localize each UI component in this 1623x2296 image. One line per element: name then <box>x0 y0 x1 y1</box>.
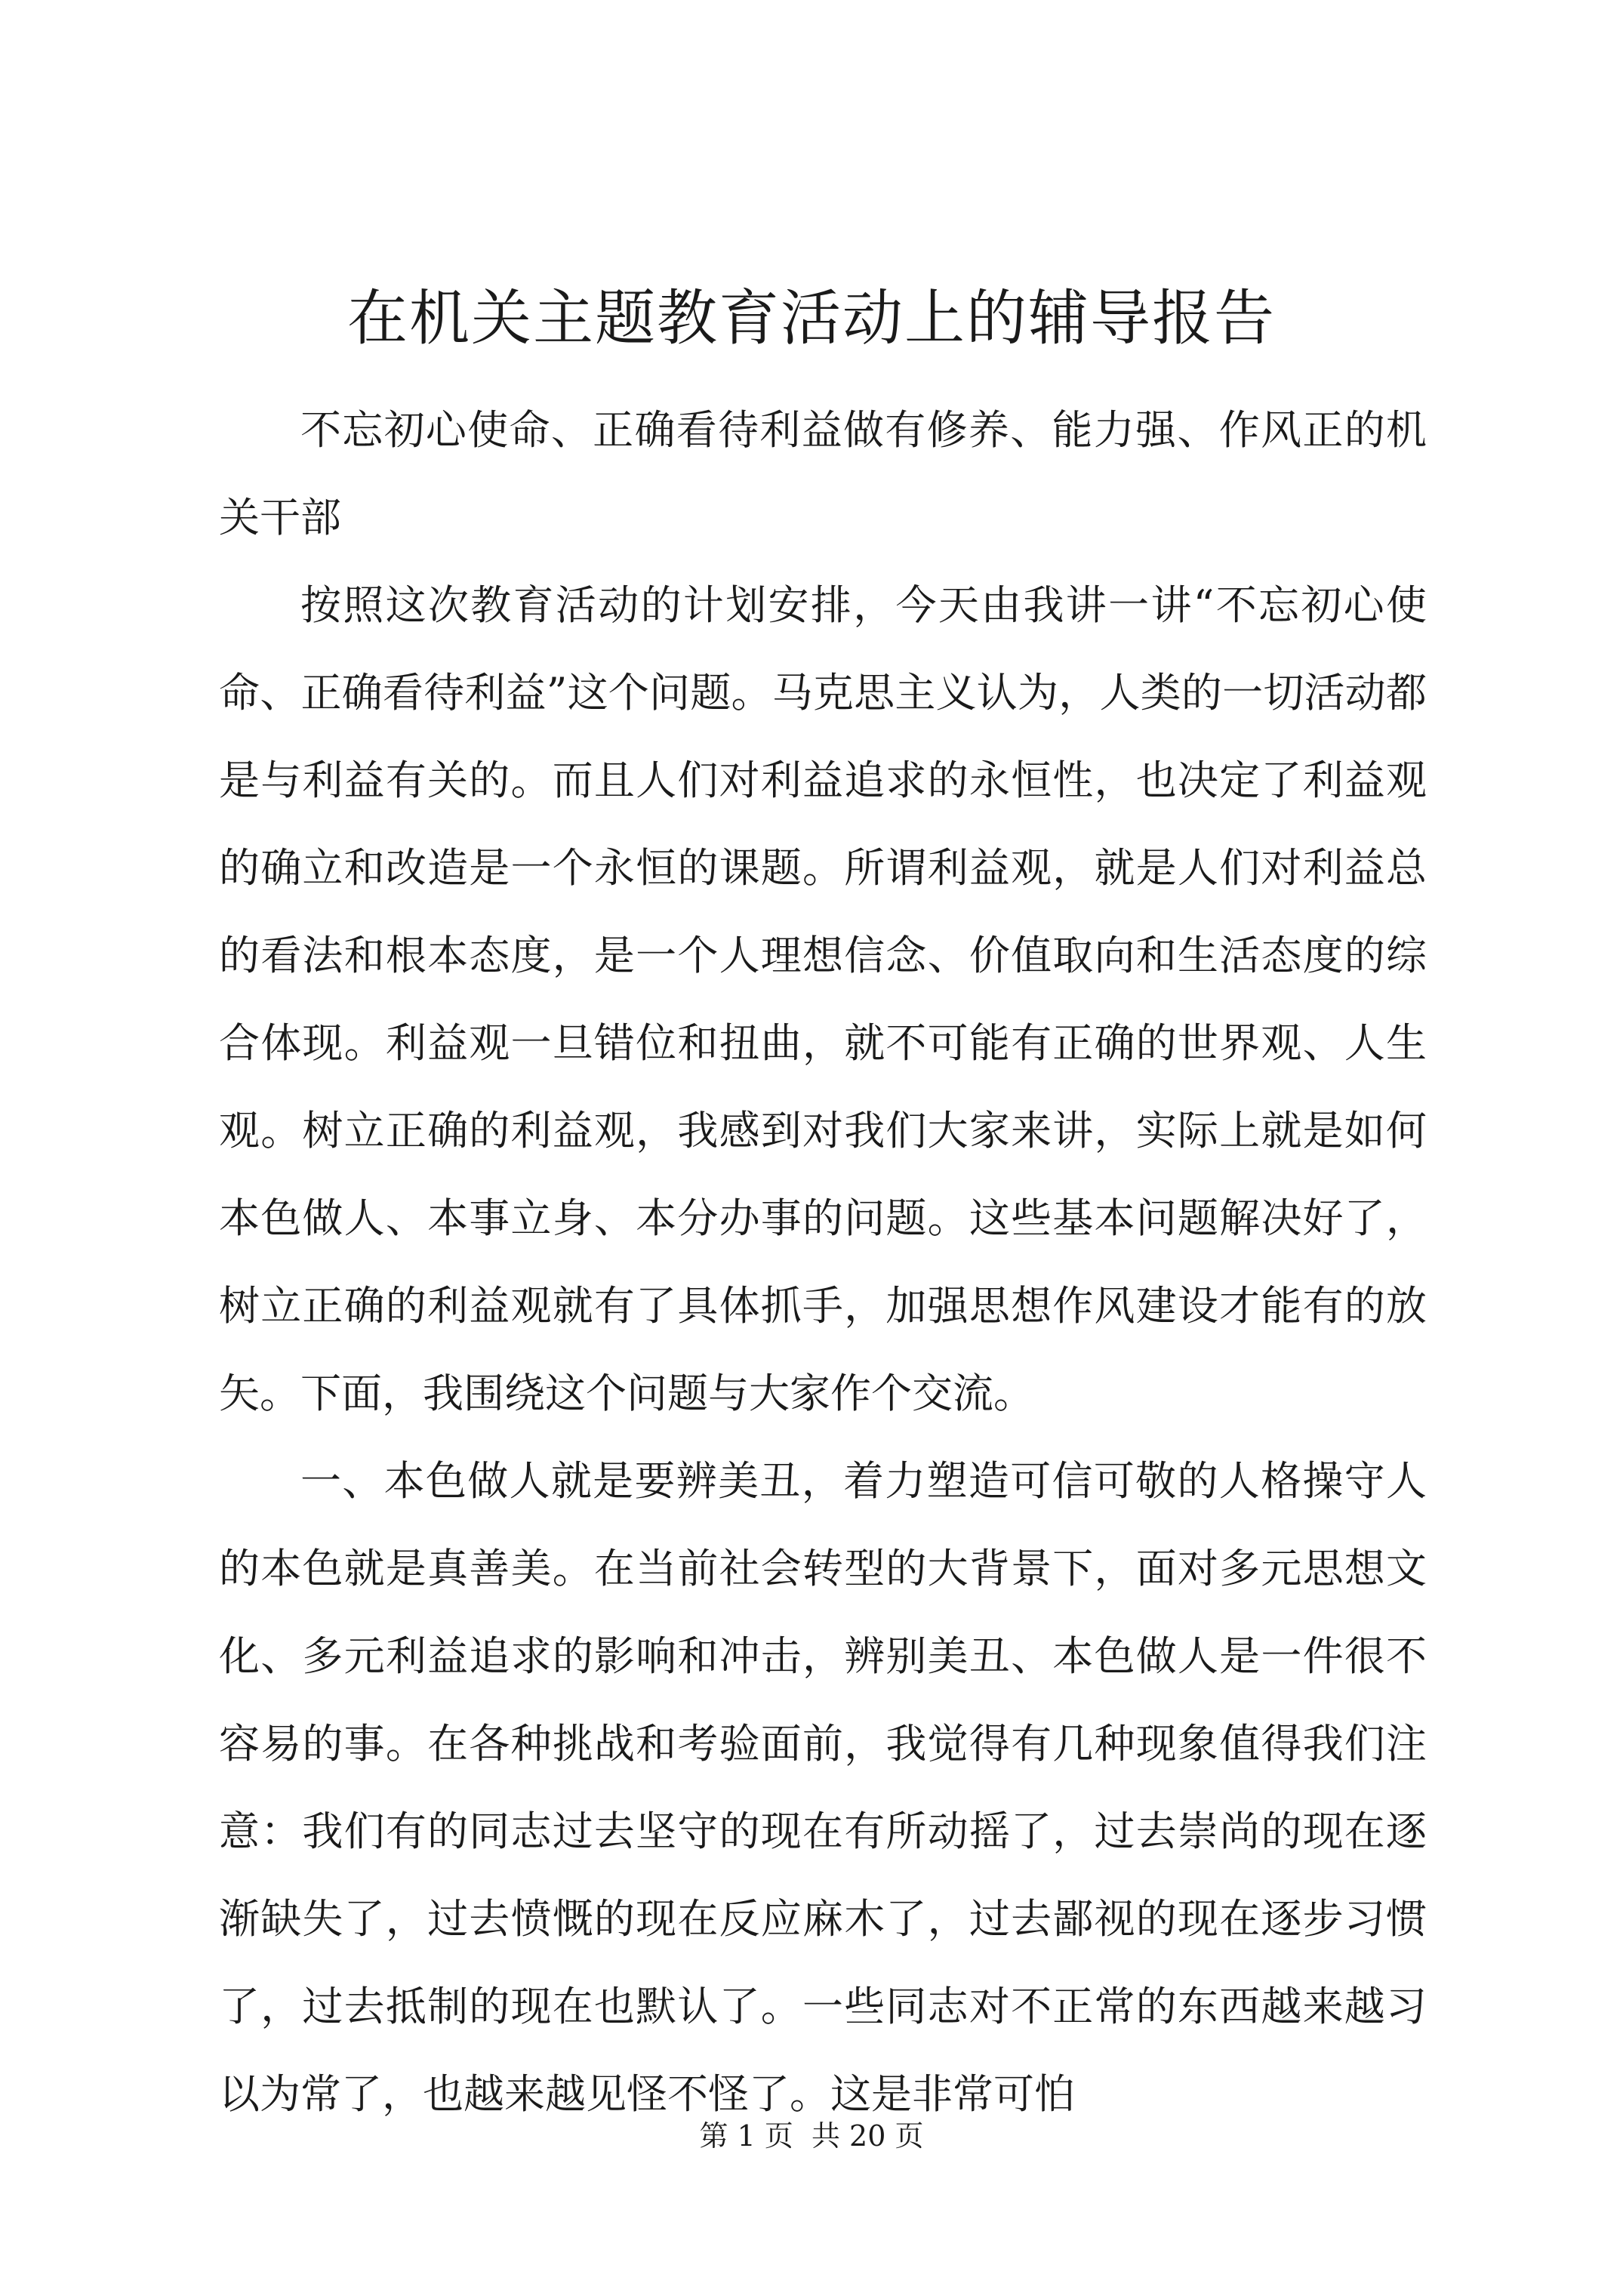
page-number-label: 第 1 页 共 20 页 <box>699 2119 924 2153</box>
document-body <box>219 387 1427 2138</box>
paragraph-subtitle: 不忘初心使命、正确看待利益做有修养、能力强、作风正的机关干部 <box>219 406 1427 541</box>
paragraph-introduction: 按照这次教育活动的计划安排，今天由我讲一讲“不忘初心使命、正确看待利益”这个问题。马克思主义认为，人类的一切活动都是与利益有关的。而且人们对利益追求的永恒性，也决定了利益观的确立和改造是一个永恒的课题。所谓利益观，就是人们对利益总的看法和根本态度，是一个人理想信念、价值取向和生活态度的综合体现。利益观一旦错位和扭曲，就不可能有正确的世界观、人生观。树立正确的利益观，我感到对我们大家来讲，实际上就是如何本色做人、本事立身、本分办事的问题。这些基本问题解决好了，树立正确的利益观就有了具体抓手，加强思想作风建设才能有的放矢。下面，我围绕这个问题与大家作个交流。 <box>219 581 1427 1417</box>
page-footer <box>0 2117 1623 2155</box>
document-title: 在机关主题教育活动上的辅导报告 <box>347 283 1276 353</box>
paragraph-section-one: 一、本色做人就是要辨美丑，着力塑造可信可敬的人格操守人的本色就是真善美。在当前社会转型的大背景下，面对多元思想文化、多元利益追求的影响和冲击，辨别美丑、本色做人是一件很不容易的事。在各种挑战和考验面前，我觉得有几种现象值得我们注意：我们有的同志过去坚守的现在有所动摇了，过去崇尚的现在逐渐缺失了，过去愤慨的现在反应麻木了，过去鄙视的现在逐步习惯了，过去抵制的现在也默认了。一些同志对不正常的东西越来越习以为常了，也越来越见怪不怪了。这是非常可怕 <box>219 1457 1427 2118</box>
